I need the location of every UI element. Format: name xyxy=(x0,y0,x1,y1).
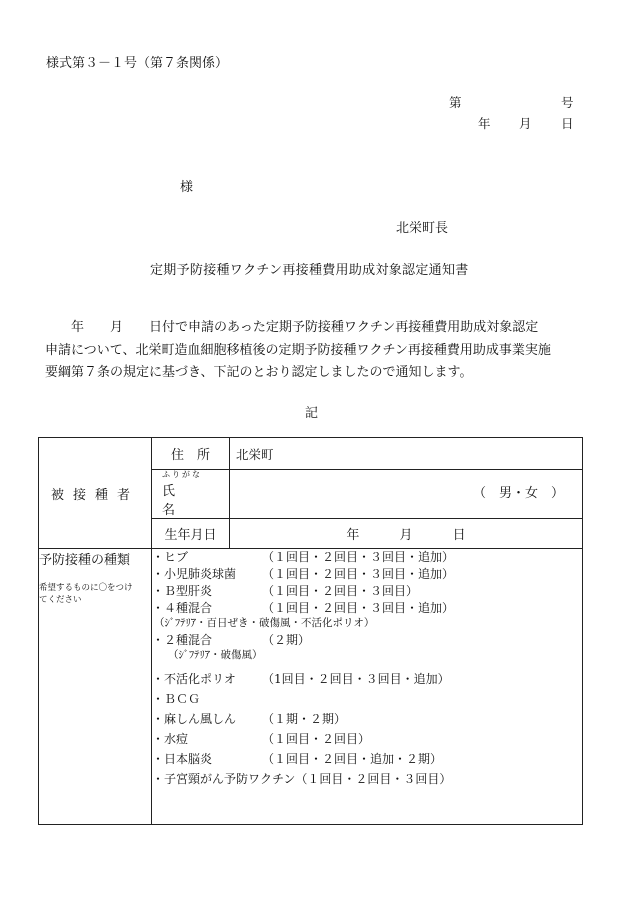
patient-label: 被接種者 xyxy=(39,438,152,549)
vaccine-doses: （1回目・２回目・３回目・追加） xyxy=(262,672,450,686)
date-month: 月 xyxy=(519,116,532,131)
vaccine-name: ・小児肺炎球菌 xyxy=(152,567,237,581)
date-day: 日 xyxy=(561,116,574,131)
dob-label: 生年月日 xyxy=(152,519,230,549)
vaccine-doses: （２期） xyxy=(262,633,311,647)
recipient-honorific: 様 xyxy=(180,180,194,195)
address-label: 住 所 xyxy=(152,438,230,470)
furigana-label: ふりがな xyxy=(162,470,202,479)
vaccine-name: ・４種混合 xyxy=(152,601,213,615)
body-line: 申請について、北栄町造血細胞移植後の定期予防接種ワクチン再接種費用助成事業実施 xyxy=(45,342,551,358)
vaccine-name: ・日本脳炎 xyxy=(152,752,213,766)
dob-year: 年 xyxy=(346,528,360,543)
name-field[interactable] xyxy=(230,470,583,519)
form-table xyxy=(38,437,583,825)
name-label: 氏名 xyxy=(162,484,204,518)
vaccine-item[interactable] xyxy=(152,566,582,583)
dob-field[interactable] xyxy=(230,519,583,549)
date-year: 年 xyxy=(478,116,491,131)
dob-day: 日 xyxy=(452,528,466,543)
sex-choice[interactable]: （ 男・女 ） xyxy=(472,486,564,501)
vaccine-name: ・ＢＣＧ xyxy=(152,692,201,706)
vaccine-doses: （１回目・２回目・３回目・追加） xyxy=(262,601,455,615)
vaccine-item[interactable] xyxy=(152,709,582,729)
vaccine-item[interactable] xyxy=(152,689,582,709)
vaccine-note: 希望するものに〇をつけてください xyxy=(39,583,133,605)
vaccine-name: ・２種混合 xyxy=(152,633,213,647)
body-line: 年 月 日付で申請のあった定期予防接種ワクチン再接種費用助成対象認定 xyxy=(45,320,539,335)
vaccine-doses: （１回目・２回目・３回目） xyxy=(295,772,452,786)
vaccine-label-cell xyxy=(39,549,152,825)
vaccine-name: ・ヒブ xyxy=(152,550,189,564)
vaccine-doses: （１回目・２回目・３回目・追加） xyxy=(262,550,455,564)
vaccine-doses: （１期・２期） xyxy=(262,712,347,726)
issuer: 北栄町長 xyxy=(396,221,449,236)
vaccine-name: ・麻しん風しん xyxy=(152,712,237,726)
body-line: 要綱第７条の規定に基づき、下記のとおり認定しましたので通知します。 xyxy=(45,365,473,380)
vaccine-label: 予防接種の種類 xyxy=(39,553,131,568)
vaccine-doses: （１回目・２回目） xyxy=(262,732,371,746)
number-suffix: 号 xyxy=(561,95,574,110)
vaccine-doses: （１回目・２回目・追加・２期） xyxy=(262,752,443,766)
vaccine-name: ・Ｂ型肝炎 xyxy=(152,584,213,598)
body-text xyxy=(45,317,590,385)
name-label-cell xyxy=(152,470,230,519)
vaccine-item[interactable] xyxy=(152,549,582,566)
vaccine-item[interactable] xyxy=(152,632,582,649)
vaccine-item[interactable] xyxy=(152,583,582,600)
form-number: 様式第３－１号（第７条関係） xyxy=(46,56,229,71)
vaccine-item[interactable] xyxy=(152,669,582,689)
vaccine-item[interactable] xyxy=(152,600,582,617)
document-title: 定期予防接種ワクチン再接種費用助成対象認定通知書 xyxy=(150,263,469,278)
number-prefix: 第 xyxy=(449,95,462,110)
vaccine-sub-2shu: （ｼﾞﾌﾃﾘｱ・破傷風） xyxy=(168,649,263,661)
vaccine-item[interactable] xyxy=(152,729,582,749)
ki-heading: 記 xyxy=(305,406,319,421)
vaccine-name: ・子宮頸がん予防ワクチン xyxy=(152,772,296,786)
vaccine-sub-4shu: （ｼﾞﾌﾃﾘｱ・百日ぜき・破傷風・不活化ポリオ） xyxy=(154,617,375,629)
vaccine-item[interactable] xyxy=(152,749,582,769)
dob-month: 月 xyxy=(399,528,413,543)
vaccine-name: ・水痘 xyxy=(152,732,189,746)
vaccine-doses: （１回目・２回目・３回目） xyxy=(262,584,419,598)
vaccine-list xyxy=(152,549,583,825)
address-field[interactable]: 北栄町 xyxy=(230,438,583,470)
vaccine-item[interactable] xyxy=(152,769,582,789)
vaccine-doses: （１回目・２回目・３回目・追加） xyxy=(262,567,455,581)
vaccine-name: ・不活化ポリオ xyxy=(152,672,236,686)
